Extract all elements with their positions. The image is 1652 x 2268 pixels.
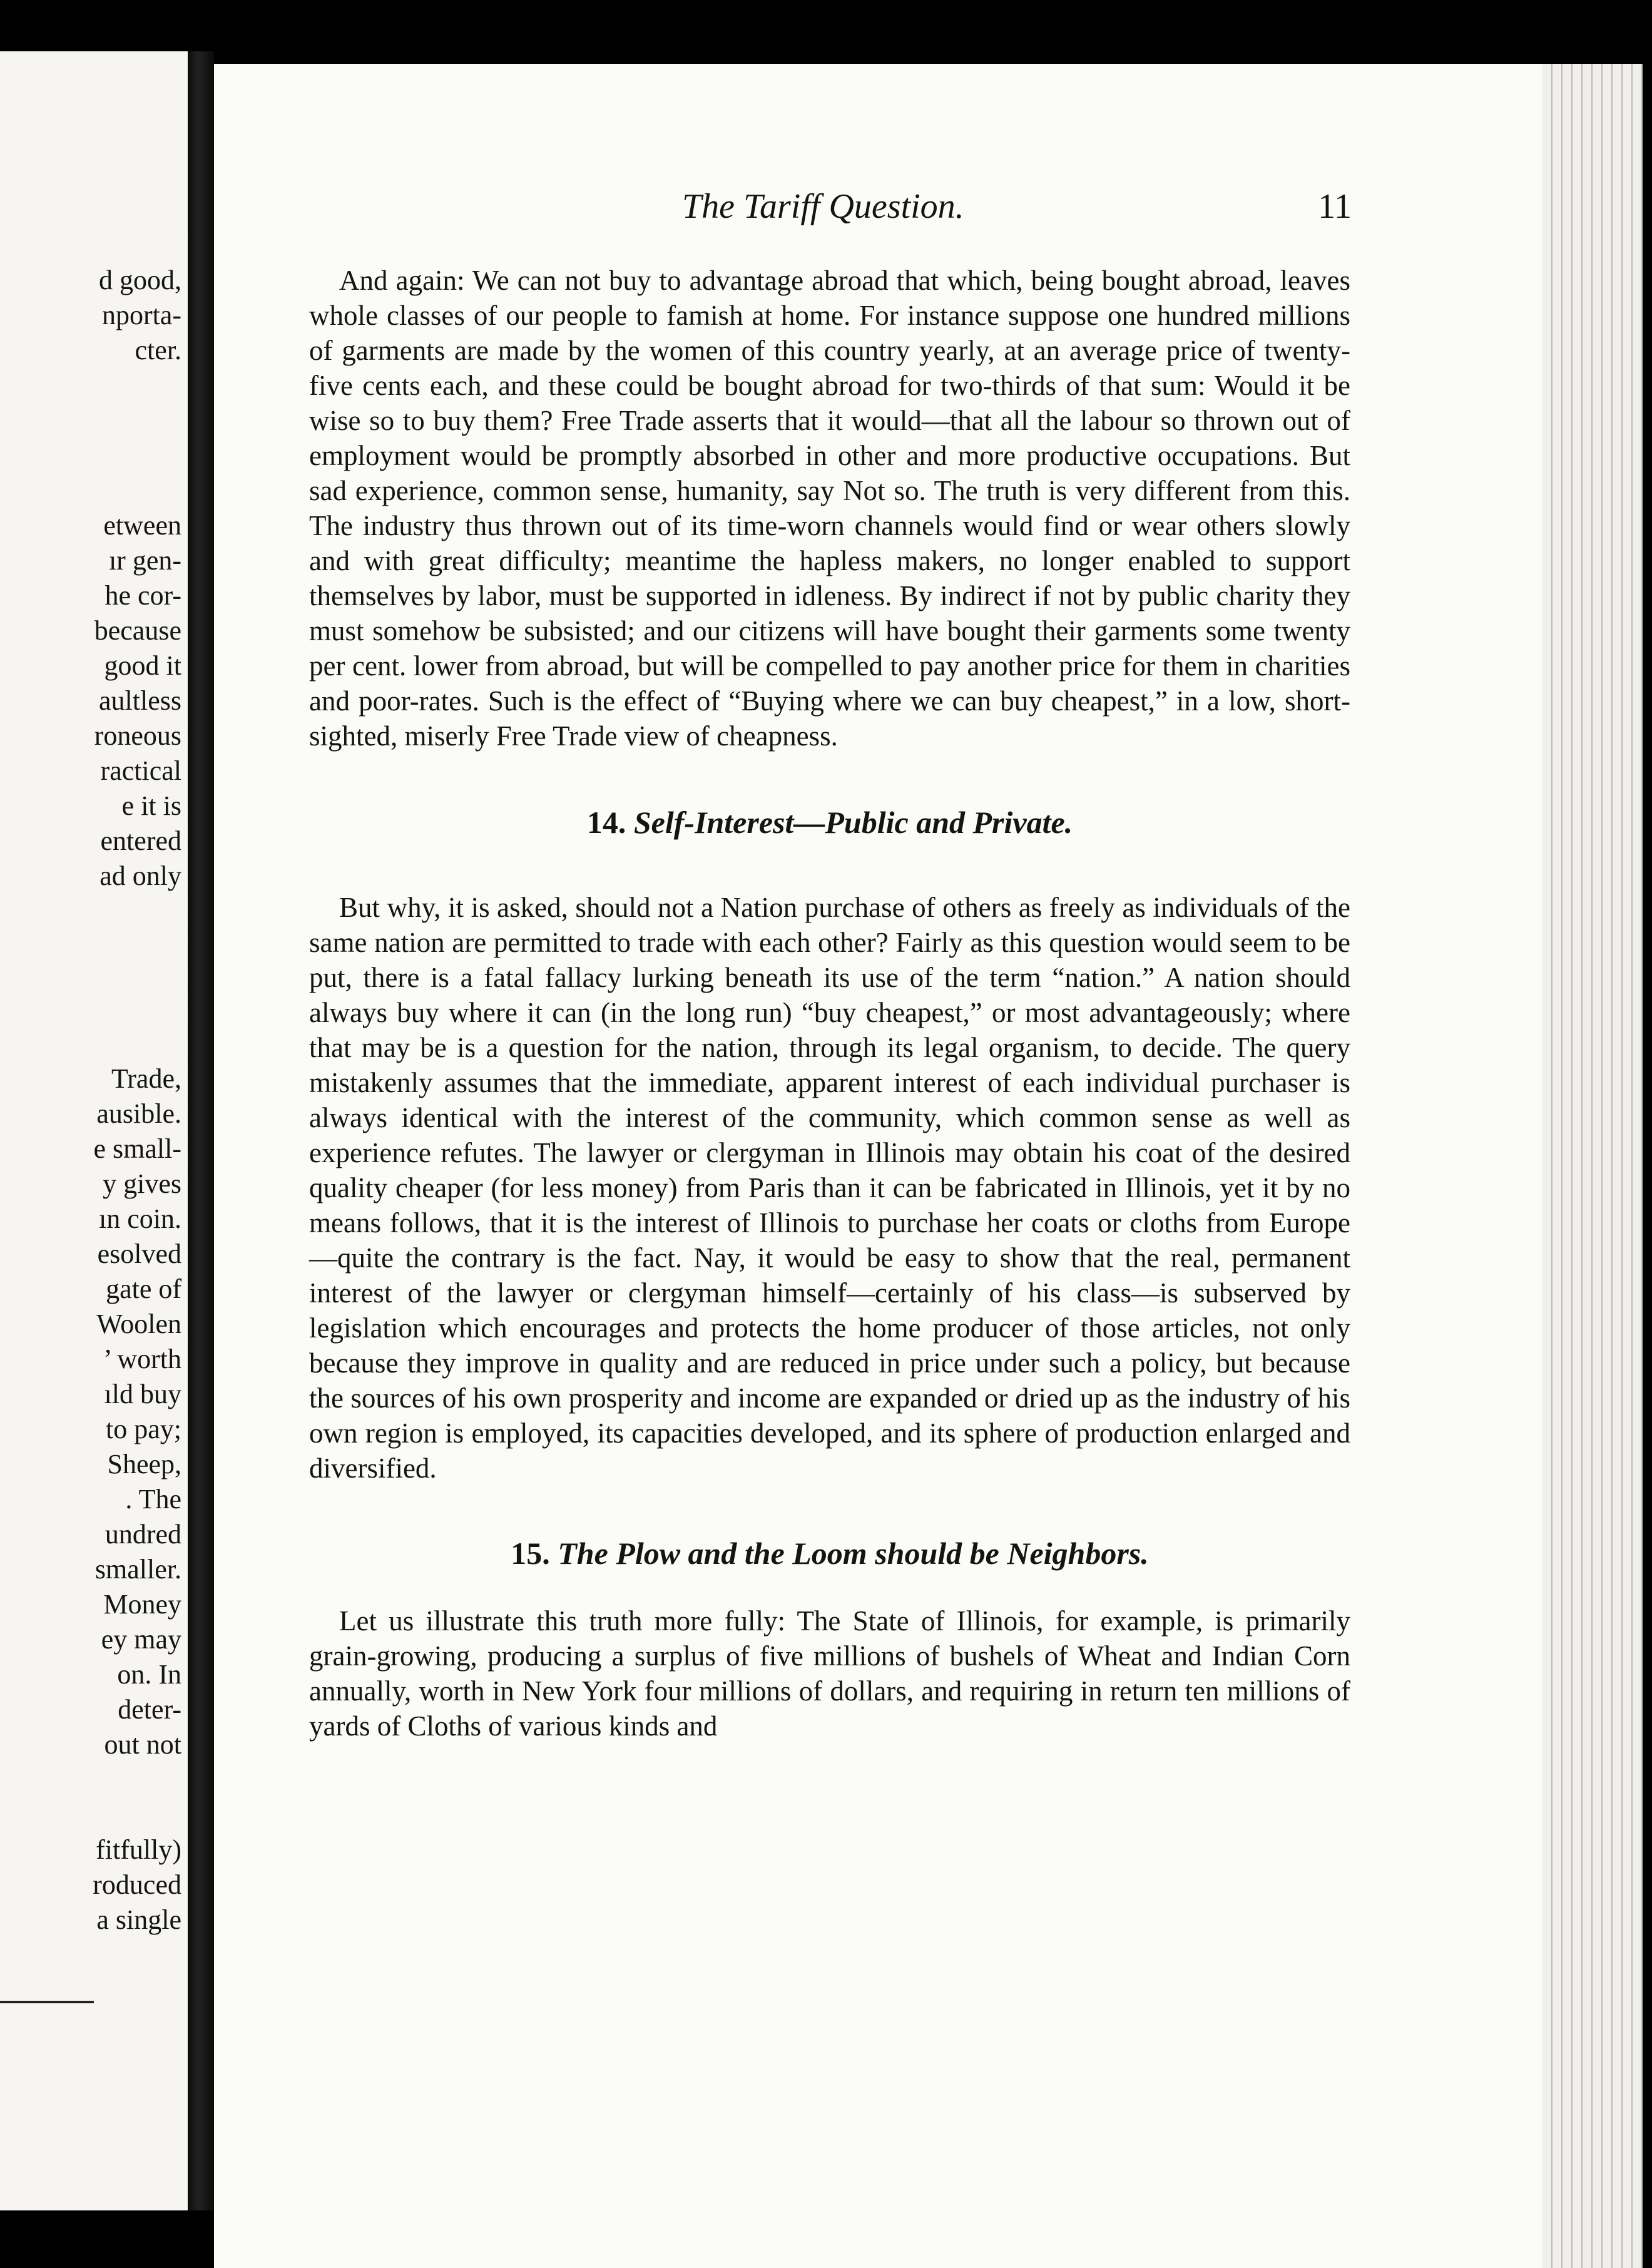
text-column bbox=[309, 263, 1350, 1744]
left-line: ad only bbox=[99, 861, 181, 891]
running-title: The Tariff Question. bbox=[682, 187, 964, 226]
left-line: entered bbox=[100, 825, 181, 856]
page-number: 11 bbox=[1318, 187, 1352, 226]
page-edges bbox=[1542, 64, 1643, 2268]
left-line: on. In bbox=[117, 1659, 181, 1690]
left-line: y gives bbox=[103, 1168, 181, 1199]
left-line: roneous bbox=[94, 720, 181, 751]
section-number: 14. bbox=[586, 805, 626, 840]
left-line: etween bbox=[103, 510, 181, 541]
left-line: Trade, bbox=[111, 1063, 181, 1094]
section-heading-14 bbox=[309, 804, 1350, 841]
left-line: nporta- bbox=[101, 300, 181, 330]
left-line: ausible. bbox=[96, 1098, 181, 1129]
left-line: ın coin. bbox=[99, 1203, 181, 1234]
left-line: Money bbox=[103, 1589, 181, 1620]
left-line: because bbox=[94, 615, 181, 646]
section-number: 15. bbox=[511, 1536, 550, 1571]
left-line: cter. bbox=[135, 335, 181, 365]
facing-page-fragment bbox=[0, 51, 188, 2210]
section-heading-15 bbox=[309, 1535, 1350, 1572]
section-title: The Plow and the Loom should be Neighbors. bbox=[558, 1536, 1149, 1571]
running-header bbox=[682, 186, 1352, 237]
left-line: good it bbox=[104, 650, 181, 681]
left-line: ey may bbox=[101, 1624, 181, 1655]
paragraph bbox=[309, 263, 1350, 753]
paragraph-text: But why, it is asked, should not a Nation purchase of others as freely as individuals of the same nation are permitted to trade with each other? Fairly as this question would seem to be put, there is a fatal fallacy lurking beneath its use of the term “nation.” A nation should always buy where it can (in the long run) “buy cheapest,” or most advantageously; where that may be is a question for the nation, through its legal organism, to decide. The query mistakenly assumes that the immediate, apparent interest of each individual purchaser is always identical with the interest of the community, which common sense as well as experience refutes. The lawyer or clergyman in Illinois may obtain his coat of the desired quality cheaper (for less money) from Paris than it can be fabricated in Illinois, yet it by no means follows, that it is the interest of Illinois to purchase her coats or cloths from Europe—quite the contrary is the fact. Nay, it would be easy to show that the real, permanent interest of the lawyer or clergyman himself—certainly of his class—is subserved by legislation which encourages and protects the home producer of those articles, not only because they improve in quality and are reduced in price under such a policy, but because the sources of his own prosperity and income are expanded or dried up as the industry of his own region is employed, its capacities developed, and its sphere of production enlarged and diversified. bbox=[309, 892, 1350, 1484]
left-line: deter- bbox=[118, 1694, 181, 1725]
left-line: undred bbox=[105, 1519, 181, 1550]
book-gutter bbox=[188, 51, 214, 2210]
left-line: gate of bbox=[106, 1274, 181, 1304]
left-line: e small- bbox=[93, 1133, 181, 1164]
left-line: roduced bbox=[93, 1869, 181, 1900]
left-line: ractical bbox=[100, 755, 181, 786]
left-line: smaller. bbox=[94, 1554, 181, 1585]
left-line: esolved bbox=[97, 1239, 181, 1269]
left-line: Woolen bbox=[96, 1309, 181, 1339]
section-title: Self-Interest—Public and Private. bbox=[633, 805, 1073, 840]
left-line: fitfully) bbox=[96, 1834, 181, 1865]
left-line: e it is bbox=[121, 790, 181, 821]
left-line: d good, bbox=[99, 265, 181, 295]
left-line: a single bbox=[96, 1904, 181, 1935]
left-line: Sheep, bbox=[107, 1449, 181, 1479]
left-line: out not bbox=[104, 1729, 181, 1760]
paragraph bbox=[309, 890, 1350, 1486]
left-line: ’ worth bbox=[103, 1344, 181, 1374]
left-line: he cor- bbox=[105, 580, 181, 611]
left-line: aultless bbox=[99, 685, 181, 716]
paragraph-text: And again: We can not buy to advantage abroad that which, being bought abroad, leaves whole classes of our people to famish at home. For instance suppose one hundred millions of garments are made by the women of this country yearly, at an average price of twenty-five cents each, and these could be bought abroad for two-thirds of that sum: Would it be wise so to buy them? Free Trade asserts that it would—that all the labour so thrown out of employment would be promptly absorbed in other and more productive occupations. But sad experience, common sense, humanity, say Not so. The truth is very different from this. The industry thus thrown out of its time-worn channels would find or wear others slowly and with great difficulty; meantime the hapless makers, no longer enabled to support themselves by labor, must be supported in idleness. By indirect if not by public charity they must somehow be subsisted; and our citizens will have bought their garments some twenty per cent. lower from abroad, but will be compelled to pay another price for them in charities and poor-rates. Such is the effect of “Buying where we can buy cheapest,” in a low, short-sighted, miserly Free Trade view of cheapness. bbox=[309, 265, 1350, 752]
left-line: . The bbox=[125, 1484, 181, 1515]
footnote-rule bbox=[0, 2001, 94, 2003]
left-line: to pay; bbox=[106, 1414, 181, 1444]
paragraph bbox=[309, 1603, 1350, 1744]
paragraph-text: Let us illustrate this truth more fully: The State of Illinois, for example, is primarily grain-growing, producing a surplus of five millions of bushels of Wheat and Indian Corn annually, worth in New York four millions of dollars, and requiring in return ten millions of yards of Cloths of various kinds and bbox=[309, 1605, 1350, 1742]
left-line: ıld buy bbox=[104, 1379, 181, 1409]
left-line: ır gen- bbox=[108, 545, 181, 576]
